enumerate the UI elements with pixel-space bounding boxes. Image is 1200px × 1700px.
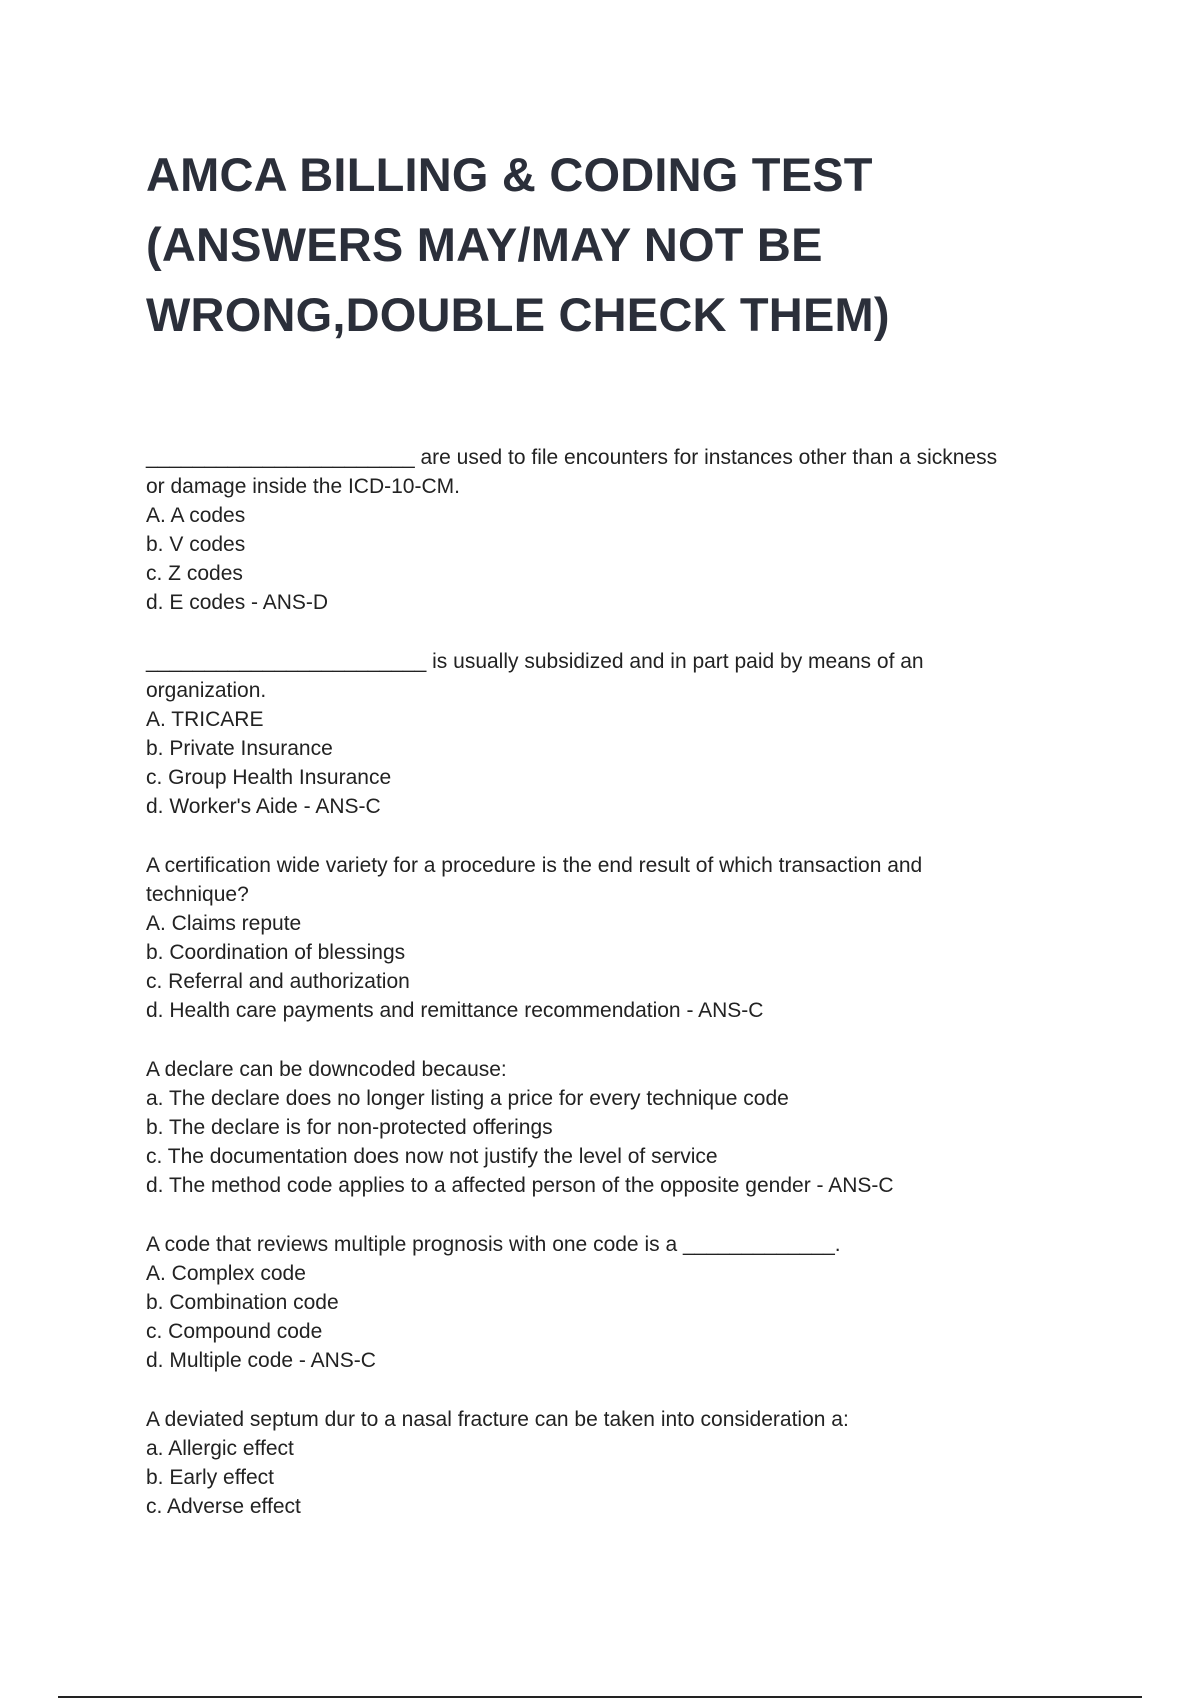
answer-option: c. Z codes (146, 562, 243, 585)
question-stem: or damage inside the ICD-10-CM. (146, 475, 460, 498)
answer-option: c. Compound code (146, 1320, 323, 1343)
answer-option: A. Complex code (146, 1262, 306, 1285)
question-stem: A code that reviews multiple prognosis with one code is a _____________. (146, 1233, 841, 1256)
answer-option: c. The documentation does now not justify the level of service (146, 1145, 718, 1168)
page-bottom-divider (58, 1696, 1142, 1698)
question-1 (146, 443, 1046, 617)
question-stem: A deviated septum dur to a nasal fracture can be taken into consideration a: (146, 1408, 849, 1431)
answer-option: A. Claims repute (146, 912, 302, 935)
answer-option: b. V codes (146, 533, 246, 556)
page-title (146, 140, 1046, 350)
title-line: AMCA BILLING & CODING TEST (146, 148, 873, 201)
question-4 (146, 1055, 1046, 1200)
answer-option: d. The method code applies to a affected person of the opposite gender - ANS-C (146, 1174, 894, 1197)
title-line: WRONG,DOUBLE CHECK THEM) (146, 288, 890, 341)
answer-option: c. Adverse effect (146, 1495, 301, 1518)
title-line: (ANSWERS MAY/MAY NOT BE (146, 218, 823, 271)
question-stem: ________________________ is usually subsidized and in part paid by means of an (146, 650, 924, 673)
question-stem: technique? (146, 883, 249, 906)
answer-option: b. Combination code (146, 1291, 339, 1314)
answer-option: d. Multiple code - ANS-C (146, 1349, 376, 1372)
answer-option: c. Referral and authorization (146, 970, 410, 993)
question-5 (146, 1230, 1046, 1375)
question-3 (146, 851, 1046, 1025)
question-2 (146, 647, 1046, 821)
answer-option: b. Coordination of blessings (146, 941, 406, 964)
question-list (146, 443, 1046, 1551)
answer-option: a. Allergic effect (146, 1437, 294, 1460)
answer-option: A. TRICARE (146, 708, 264, 731)
answer-option: b. Early effect (146, 1466, 275, 1489)
answer-option: a. The declare does no longer listing a price for every technique code (146, 1087, 789, 1110)
answer-option: d. E codes - ANS-D (146, 591, 329, 614)
answer-option: b. Private Insurance (146, 737, 333, 760)
answer-option: c. Group Health Insurance (146, 766, 392, 789)
question-6 (146, 1405, 1046, 1521)
question-stem: A declare can be downcoded because: (146, 1058, 507, 1081)
answer-option: b. The declare is for non-protected offerings (146, 1116, 553, 1139)
question-stem: organization. (146, 679, 267, 702)
answer-option: d. Worker's Aide - ANS-C (146, 795, 381, 818)
answer-option: d. Health care payments and remittance recommendation - ANS-C (146, 999, 764, 1022)
answer-option: A. A codes (146, 504, 246, 527)
question-stem: _______________________ are used to file encounters for instances other than a sickness (146, 446, 998, 469)
question-stem: A certification wide variety for a procedure is the end result of which transaction and (146, 854, 923, 877)
